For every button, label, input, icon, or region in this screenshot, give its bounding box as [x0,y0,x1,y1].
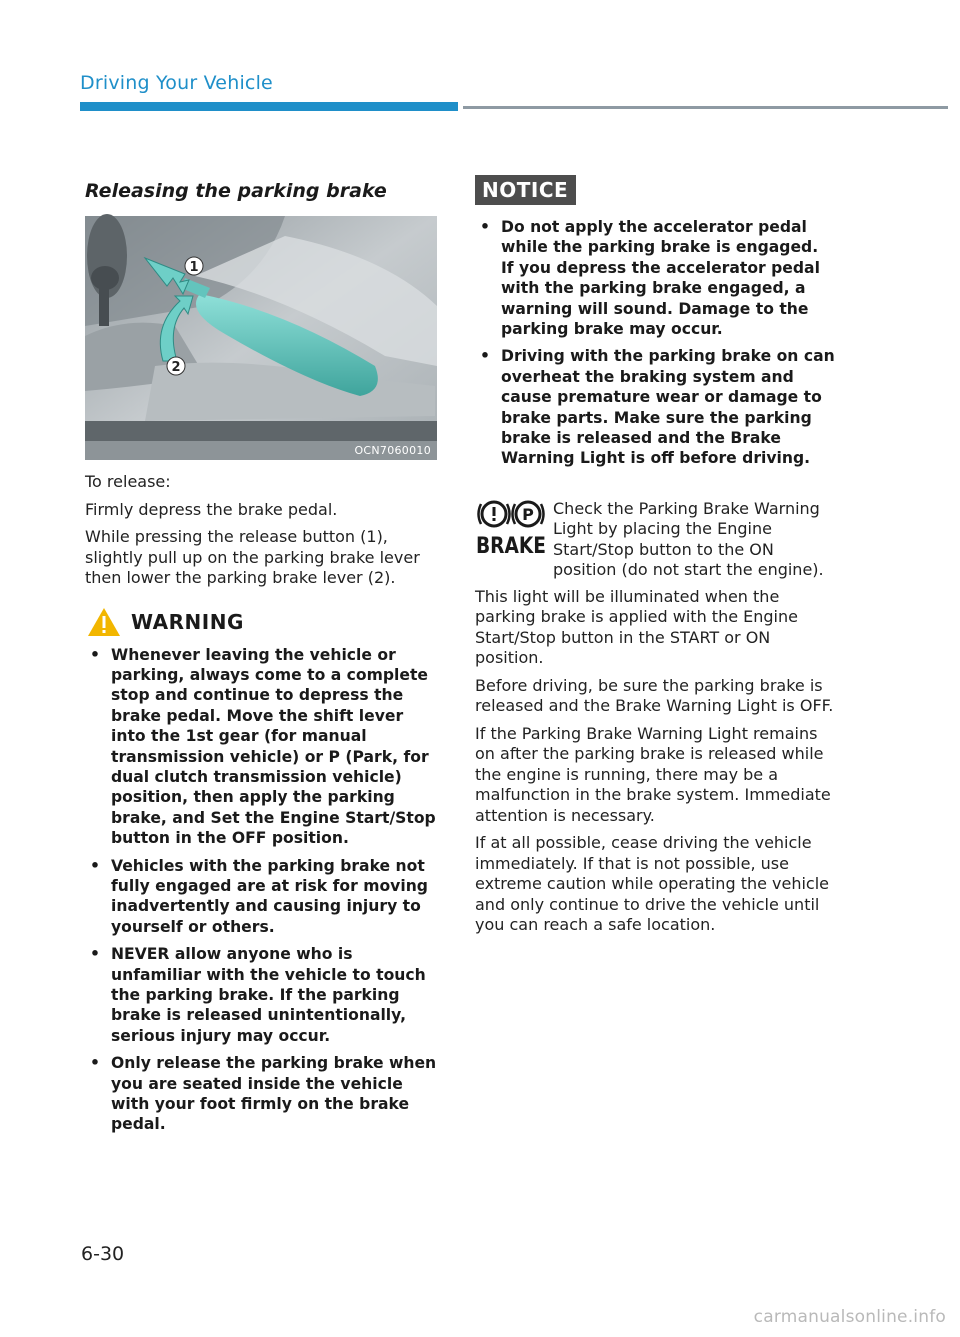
paragraph: If at all possible, cease driving the vehicle immediately. If that is not possible, use extreme caution while operating the vehicle and only continue to drive the vehicle until you can reach a safe location. [475,833,830,935]
list-item: • Do not apply the accelerator pedal while the parking brake is engaged. If you depress the accelerator pedal with the parking brake engaged, a warning will sound. Damage to the parking brake may occur. [480,218,820,339]
brake-indicator-label: BRAKE [476,533,546,559]
list-item: • Vehicles with the parking brake not fully engaged are at risk for moving inadvertently and causing injury to yourself or others. [90,856,428,936]
section-title: Releasing the parking brake [85,180,387,202]
list-item: • Only release the parking brake when you are seated inside the vehicle with your foot firmly on the brake pedal. [90,1054,437,1134]
warning-triangle-icon [87,607,121,637]
figure-callout-2: 2 [171,360,181,375]
indicator-description: Check the Parking Brake Warning Light by placing the Engine Start/Stop button to the ON position (do not start the engine). [553,498,824,580]
paragraph: While pressing the release button (1), slightly pull up on the parking brake lever then lower the parking brake lever (2). [85,527,420,587]
brake-warning-light-icon [475,499,547,557]
left-column [85,180,440,1142]
paragraph: Before driving, be sure the parking brake is released and the Brake Warning Light is OFF. [475,675,834,716]
warning-list [85,645,440,1135]
parking-brake-figure [85,216,437,460]
parking-brake-illustration [85,216,437,460]
svg-text:P: P [522,504,534,524]
header-rule-accent [80,102,458,111]
list-item: • NEVER allow anyone who is unfamiliar with the vehicle to touch the parking brake. If the parking brake is released unintentionally, serious injury may occur. [90,945,426,1045]
paragraph: This light will be illuminated when the parking brake is applied with the Engine Start/Stop button in the START or ON position. [475,586,798,668]
brake-indicator-row [475,499,835,581]
section-header: Driving Your Vehicle [80,72,273,94]
header-rule [463,106,948,109]
notice-list [475,217,835,469]
page-number: 6-30 [81,1243,125,1265]
paragraph: To release: [85,472,171,491]
figure-callout-1: 1 [189,260,199,275]
right-column [475,175,835,943]
watermark-link[interactable]: carmanualsonline.info [753,1307,946,1327]
list-item: • Driving with the parking brake on can overheat the braking system and cause premature wear or damage to brake parts. Make sure the parking brake is released and the Brake Warning Light is off before driving. [480,347,835,468]
warning-header [85,607,440,637]
figure-code: OCN7060010 [354,444,431,457]
warning-label: WARNING [131,609,244,634]
paragraph: Firmly depress the brake pedal. [85,499,338,519]
notice-label: NOTICE [475,175,576,205]
list-item: • Whenever leaving the vehicle or parking, always come to a complete stop and continue to depress the brake pedal. Move the shift lever into the 1st gear (for manual transmission vehicle) or P (Park, for dual clutch transmission vehicle) position, then apply the parking brake, and Set the Engine Start/Stop button in the OFF position. [90,645,436,848]
paragraph: If the Parking Brake Warning Light remains on after the parking brake is released while the engine is running, there may be a malfunction in the brake system. Immediate attention is necessary. [475,723,831,825]
